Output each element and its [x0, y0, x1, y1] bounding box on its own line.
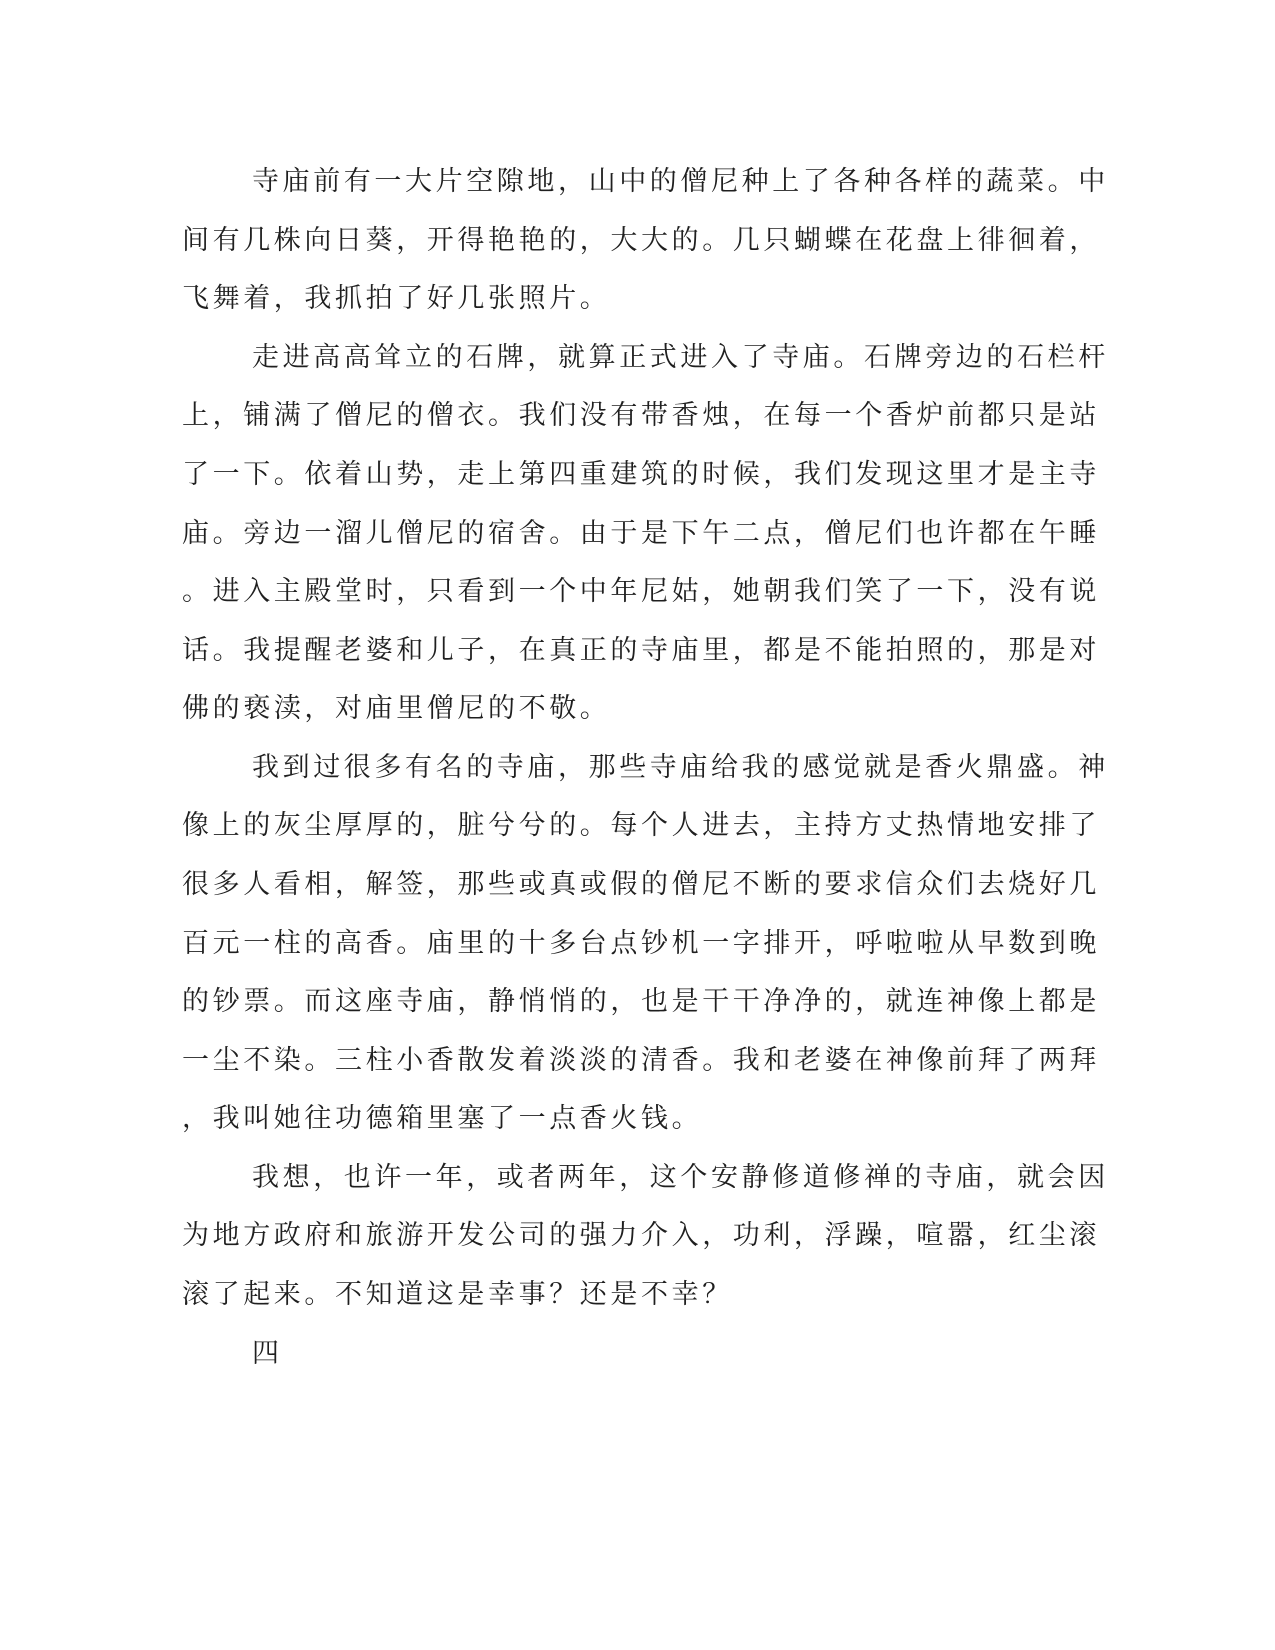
paragraph-2-line-4: 庙。旁边一溜儿僧尼的宿舍。由于是下午二点，僧尼们也许都在午睡 [182, 518, 1100, 549]
paragraph-1-line-1: 寺庙前有一大片空隙地，山中的僧尼种上了各种各样的蔬菜。中 [252, 166, 1109, 197]
paragraph-3-line-2: 像上的灰尘厚厚的，脏兮兮的。每个人进去，主持方丈热情地安排了 [182, 810, 1100, 841]
paragraph-2-line-2: 上，铺满了僧尼的僧衣。我们没有带香烛，在每一个香炉前都只是站 [182, 400, 1100, 431]
paragraph-2-line-3: 了一下。依着山势，走上第四重建筑的时候，我们发现这里才是主寺 [182, 459, 1100, 490]
paragraph-4-line-1: 我想，也许一年，或者两年，这个安静修道修禅的寺庙，就会因 [252, 1162, 1109, 1193]
paragraph-2-line-5: 。进入主殿堂时，只看到一个中年尼姑，她朝我们笑了一下，没有说 [182, 576, 1100, 607]
paragraph-2-line-6: 话。我提醒老婆和儿子，在真正的寺庙里，都是不能拍照的，那是对 [182, 635, 1100, 666]
paragraph-3-line-7: ，我叫她往功德箱里塞了一点香火钱。 [182, 1103, 703, 1134]
paragraph-2-line-1: 走进高高耸立的石牌，就算正式进入了寺庙。石牌旁边的石栏杆 [252, 342, 1109, 373]
paragraph-3-line-6: 一尘不染。三柱小香散发着淡淡的清香。我和老婆在神像前拜了两拜 [182, 1045, 1100, 1076]
paragraph-2-line-7: 佛的亵渎，对庙里僧尼的不敬。 [182, 693, 611, 724]
paragraph-1-line-2: 间有几株向日葵，开得艳艳的，大大的。几只蝴蝶在花盘上徘徊着， [182, 225, 1100, 256]
paragraph-3-line-5: 的钞票。而这座寺庙，静悄悄的，也是干干净净的，就连神像上都是 [182, 986, 1100, 1017]
paragraph-3-line-1: 我到过很多有名的寺庙，那些寺庙给我的感觉就是香火鼎盛。神 [252, 752, 1109, 783]
paragraph-3-line-4: 百元一柱的高香。庙里的十多台点钞机一字排开，呼啦啦从早数到晚 [182, 928, 1100, 959]
paragraph-1-line-3: 飞舞着，我抓拍了好几张照片。 [182, 283, 611, 314]
section-number-heading: 四 [252, 1338, 283, 1369]
paragraph-4-line-3: 滚了起来。不知道这是幸事？还是不幸？ [182, 1279, 733, 1310]
paragraph-4-line-2: 为地方政府和旅游开发公司的强力介入，功利，浮躁，喧嚣，红尘滚 [182, 1220, 1100, 1251]
paragraph-3-line-3: 很多人看相，解签，那些或真或假的僧尼不断的要求信众们去烧好几 [182, 869, 1100, 900]
